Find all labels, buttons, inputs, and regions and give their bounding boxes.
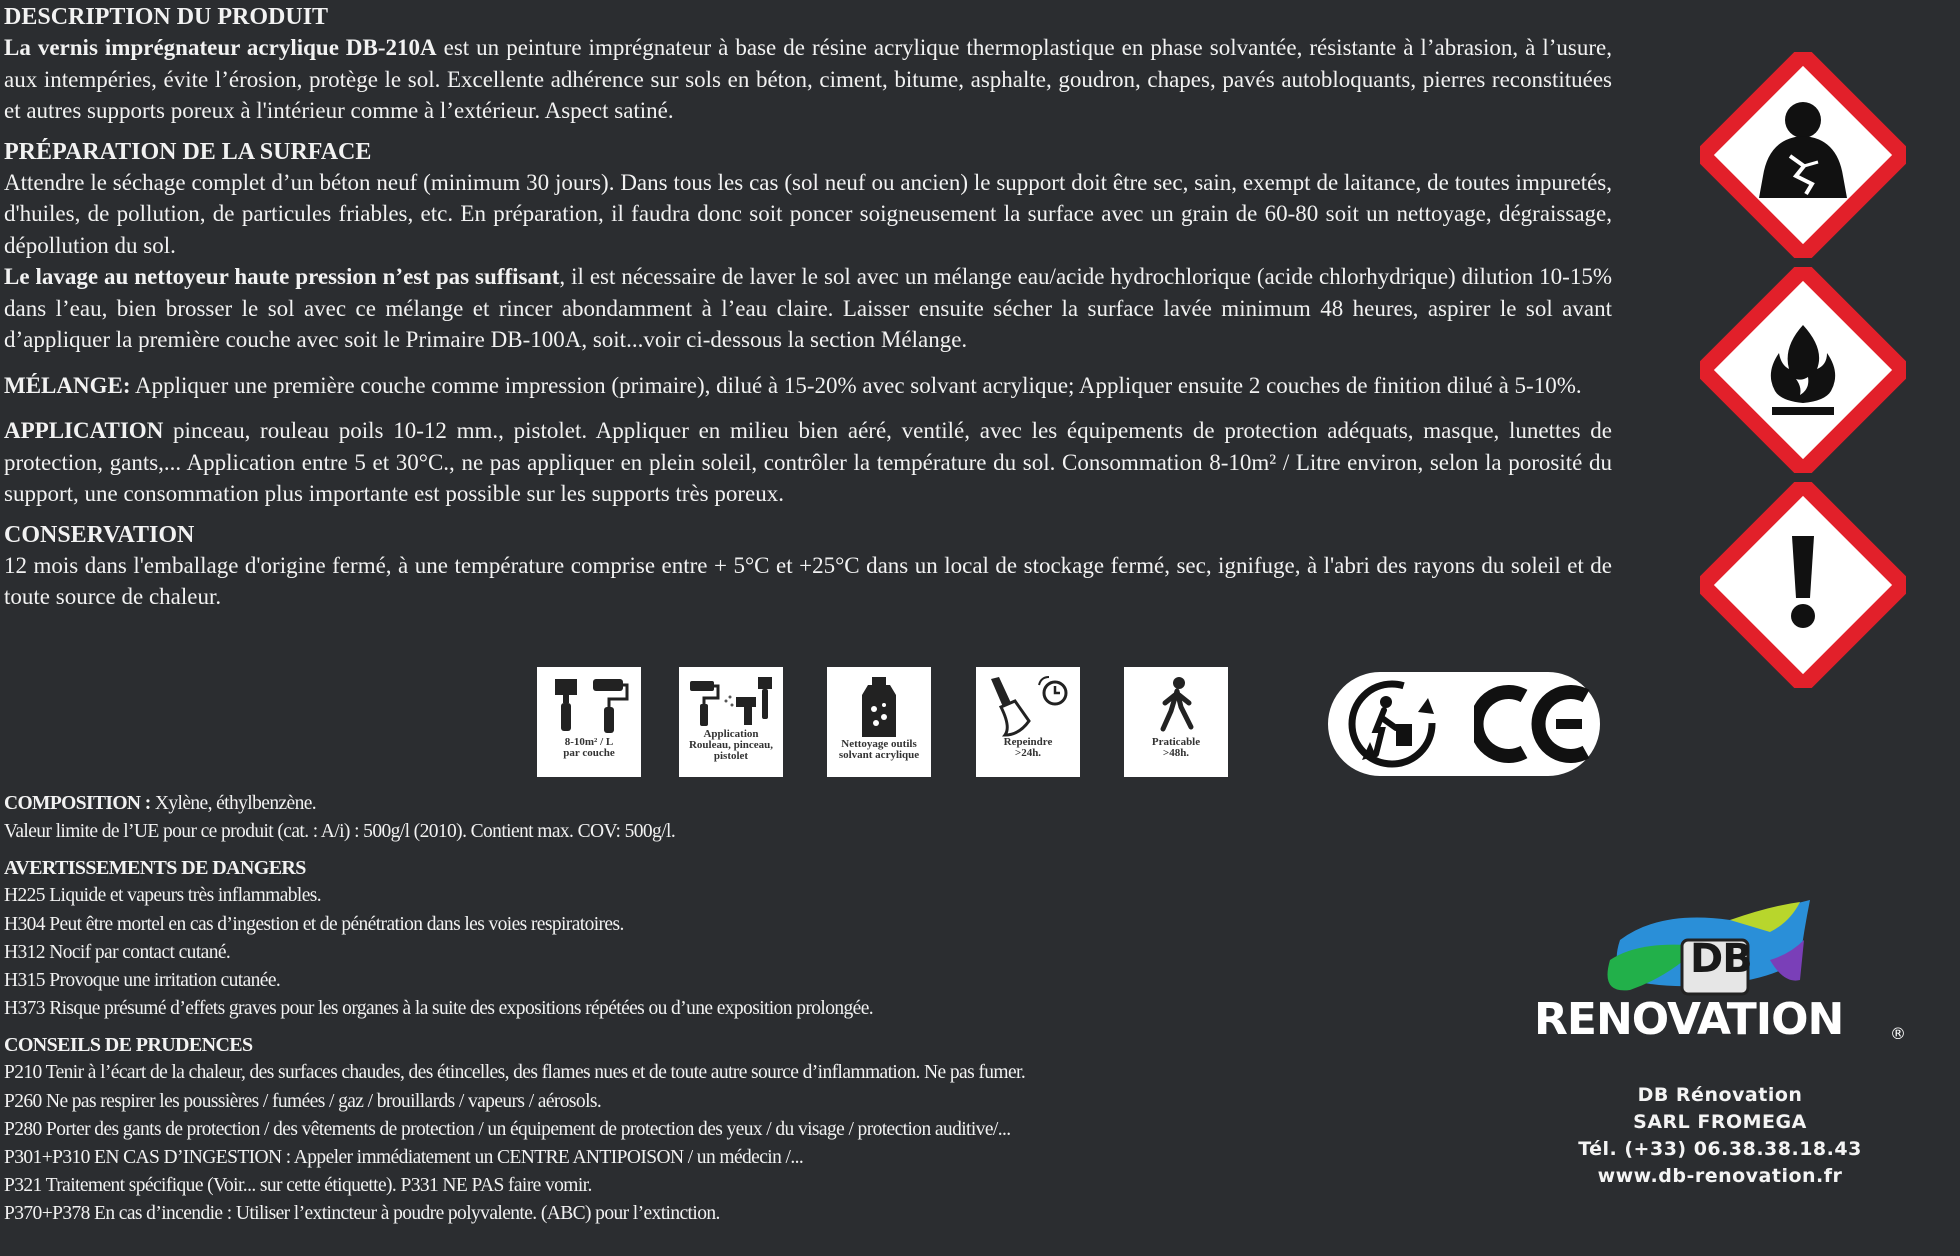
prudence-item: P280 Porter des gants de protection / des vêtements de protection / un équipement de protection des yeux / du visage / protection auditive/... xyxy=(4,1118,1011,1140)
picto-coverage xyxy=(537,667,641,777)
picto-cleaning-label-2: solvant acrylique xyxy=(838,749,920,761)
exclamation-icon xyxy=(1700,482,1906,688)
picto-application-label-3: pistolet xyxy=(713,750,749,762)
preparation-heading: PRÉPARATION DE LA SURFACE xyxy=(4,138,372,165)
prudence-item: P301+P310 EN CAS D’INGESTION : Appeler immédiatement un CENTRE ANTIPOISON / un médecin /... xyxy=(4,1147,804,1169)
danger-item: H315 Provoque une irritation cutanée. xyxy=(4,970,281,992)
logo-registered: ® xyxy=(1890,1024,1906,1043)
dangers-heading: AVERTISSEMENTS DE DANGERS xyxy=(4,857,306,880)
picto-repaint xyxy=(976,667,1080,777)
main-text xyxy=(4,2,1612,613)
picto-cleaning-label-1: Nettoyage outils xyxy=(841,738,917,750)
company-phone: Tél. (+33) 06.38.38.18.43 xyxy=(1578,1138,1862,1160)
ce-mark-icon xyxy=(1474,684,1594,764)
prudence-item: P321 Traitement spécifique (Voir... sur cette étiquette). P331 NE PAS faire vomir. xyxy=(4,1175,592,1197)
prudence-item: P370+P378 En cas d’incendie : Utiliser l’extincteur à poudre polyvalente. (ABC) pour l’extinction. xyxy=(4,1203,720,1225)
melange-body: Appliquer une première couche comme impression (primaire), dilué à 15-20% avec solvant acrylique; Appliquer ensuite 2 couches de finition dilué à 5-10%. xyxy=(130,372,1582,398)
preparation-warning: Le lavage au nettoyeur haute pression n’est pas suffisant xyxy=(4,264,560,289)
voc-limit: Valeur limite de l’UE pour ce produit (cat. : A/i) : 500g/l (2010). Contient max. COV: 500g/l. xyxy=(4,821,676,843)
picto-coverage-label-1: 8-10m² / L xyxy=(564,736,614,748)
picto-application-label-1: Application xyxy=(703,728,759,740)
picto-repaint-label-2: >24h. xyxy=(1014,747,1042,759)
logo-db: DB xyxy=(1690,936,1752,982)
danger-item: H304 Peut être mortel en cas d’ingestion et de pénétration dans les voies respiratoires. xyxy=(4,913,624,935)
danger-item: H312 Nocif par contact cutané. xyxy=(4,941,231,963)
picto-repaint-label-1: Repeindre xyxy=(1003,736,1053,748)
certification-marks xyxy=(1328,672,1600,776)
spray-gun-icon xyxy=(686,675,776,729)
hazard-irritant xyxy=(1700,482,1906,688)
prudence-heading: CONSEILS DE PRUDENCES xyxy=(4,1034,253,1057)
preparation-body: , il est nécessaire de laver le sol avec un mélange eau/acide hydrochlorique (acide chlorhydrique) dilution 10-15% dans l’eau, bien brosser le sol avec ce mélange et rincer abondamment à l’eau claire. Laisser ensuite sécher la surface lavée minimum 48 heures, aspirer le sol avant d’appliquer la première couche avec soit le Primaire DB-100A, soit...voir ci-dessous la section Mélange. xyxy=(4,264,1612,352)
preparation-text-2 xyxy=(4,261,1612,356)
composition-line xyxy=(4,790,1254,818)
application-heading: APPLICATION xyxy=(4,418,164,443)
description-lead: La vernis imprégnateur acrylique DB-210A xyxy=(4,35,437,60)
description-text xyxy=(4,32,1612,127)
prudence-item: P210 Tenir à l’écart de la chaleur, des surfaces chaudes, des étincelles, des flames nues et de toute autre source d’inflammation. Ne pas fumer. xyxy=(4,1062,1026,1084)
danger-item: H225 Liquide et vapeurs très inflammables. xyxy=(4,885,322,907)
picto-coverage-label-2: par couche xyxy=(563,747,615,759)
melange-text xyxy=(4,370,1612,402)
safety-info xyxy=(4,790,1254,1229)
solvent-bottle-icon xyxy=(854,675,904,739)
hazard-health xyxy=(1700,52,1906,258)
db-renovation-logo xyxy=(1530,900,1910,1060)
conservation-text: 12 mois dans l'emballage d'origine fermé, à une température comprise entre + 5°C et +25°C dans un local de stockage fermé, sec, ignifuge, à l'abri des rayons du soleil et de toute source de chaleur. xyxy=(4,552,1612,609)
melange-heading: MÉLANGE: xyxy=(4,372,131,398)
picto-walkable-label-1: Praticable xyxy=(1151,736,1201,748)
picto-cleaning xyxy=(827,667,931,777)
conservation-heading: CONSERVATION xyxy=(4,521,195,548)
logo-renovation: RENOVATION xyxy=(1534,994,1844,1045)
company-legal-name: SARL FROMEGA xyxy=(1633,1111,1807,1133)
composition-value: Xylène, éthylbenzène. xyxy=(150,793,317,814)
picto-walkable-label-2: >48h. xyxy=(1162,747,1190,759)
application-body: pinceau, rouleau poils 10-12 mm., pistolet. Appliquer en milieu bien aéré, ventilé, avec les équipements de protection adéquats, masque, lunettes de protection, gants,... Application entre 5 et 30°C., ne pas appliquer en plein soleil, contrôler la température du sol. Consommation 8-10m² / Litre environ, selon la porosité du support, une consommation plus importante est possible sur les supports très poreux. xyxy=(4,418,1612,506)
company-name: DB Rénovation xyxy=(1637,1084,1803,1106)
company-info xyxy=(1520,1082,1920,1190)
preparation-text-1: Attendre le séchage complet d’un béton neuf (minimum 30 jours). Dans tous les cas (sol neuf ou ancien) le support doit être sec, sain, exempt de laitance, de toutes impuretés, d'huiles, de pollution, de particules friables, etc. En préparation, il faudra donc soit poncer soigneusement la surface avec un grain de 60-80 soit un nettoyage, dégraissage, dépollution du sol. xyxy=(4,169,1612,258)
health-hazard-icon xyxy=(1700,52,1906,258)
company-website: www.db-renovation.fr xyxy=(1597,1165,1843,1187)
repaint-brush-icon xyxy=(983,675,1073,737)
hazard-flammable xyxy=(1700,267,1906,473)
description-heading: DESCRIPTION DU PRODUIT xyxy=(4,4,329,30)
picto-walkable xyxy=(1124,667,1228,777)
walking-person-icon xyxy=(1151,675,1201,737)
flame-icon xyxy=(1700,267,1906,473)
description-body: est un peinture imprégnateur à base de résine acrylique thermoplastique en phase solvantée, résistante à l’abrasion, à l’usure, aux intempéries, évite l’érosion, protège le sol. Excellente adhérence sur sols en béton, ciment, bitume, asphalte, goudron, chapes, pavés autobloquants, pierres reconstituées et autres supports poreux à l'intérieur comme à l’extérieur. Aspect satiné. xyxy=(4,35,1612,123)
danger-item: H373 Risque présumé d’effets graves pour les organes à la suite des expositions répétées ou d’une exposition prolongée. xyxy=(4,998,874,1020)
composition-label: COMPOSITION : xyxy=(4,793,151,814)
application-text xyxy=(4,415,1612,510)
prudence-item: P260 Ne pas respirer les poussières / fumées / gaz / brouillards / vapeurs / aérosols. xyxy=(4,1090,602,1112)
brush-roller-icon xyxy=(549,675,629,737)
picto-application-label-2: Rouleau, pinceau, xyxy=(688,739,774,751)
picto-application xyxy=(679,667,783,777)
